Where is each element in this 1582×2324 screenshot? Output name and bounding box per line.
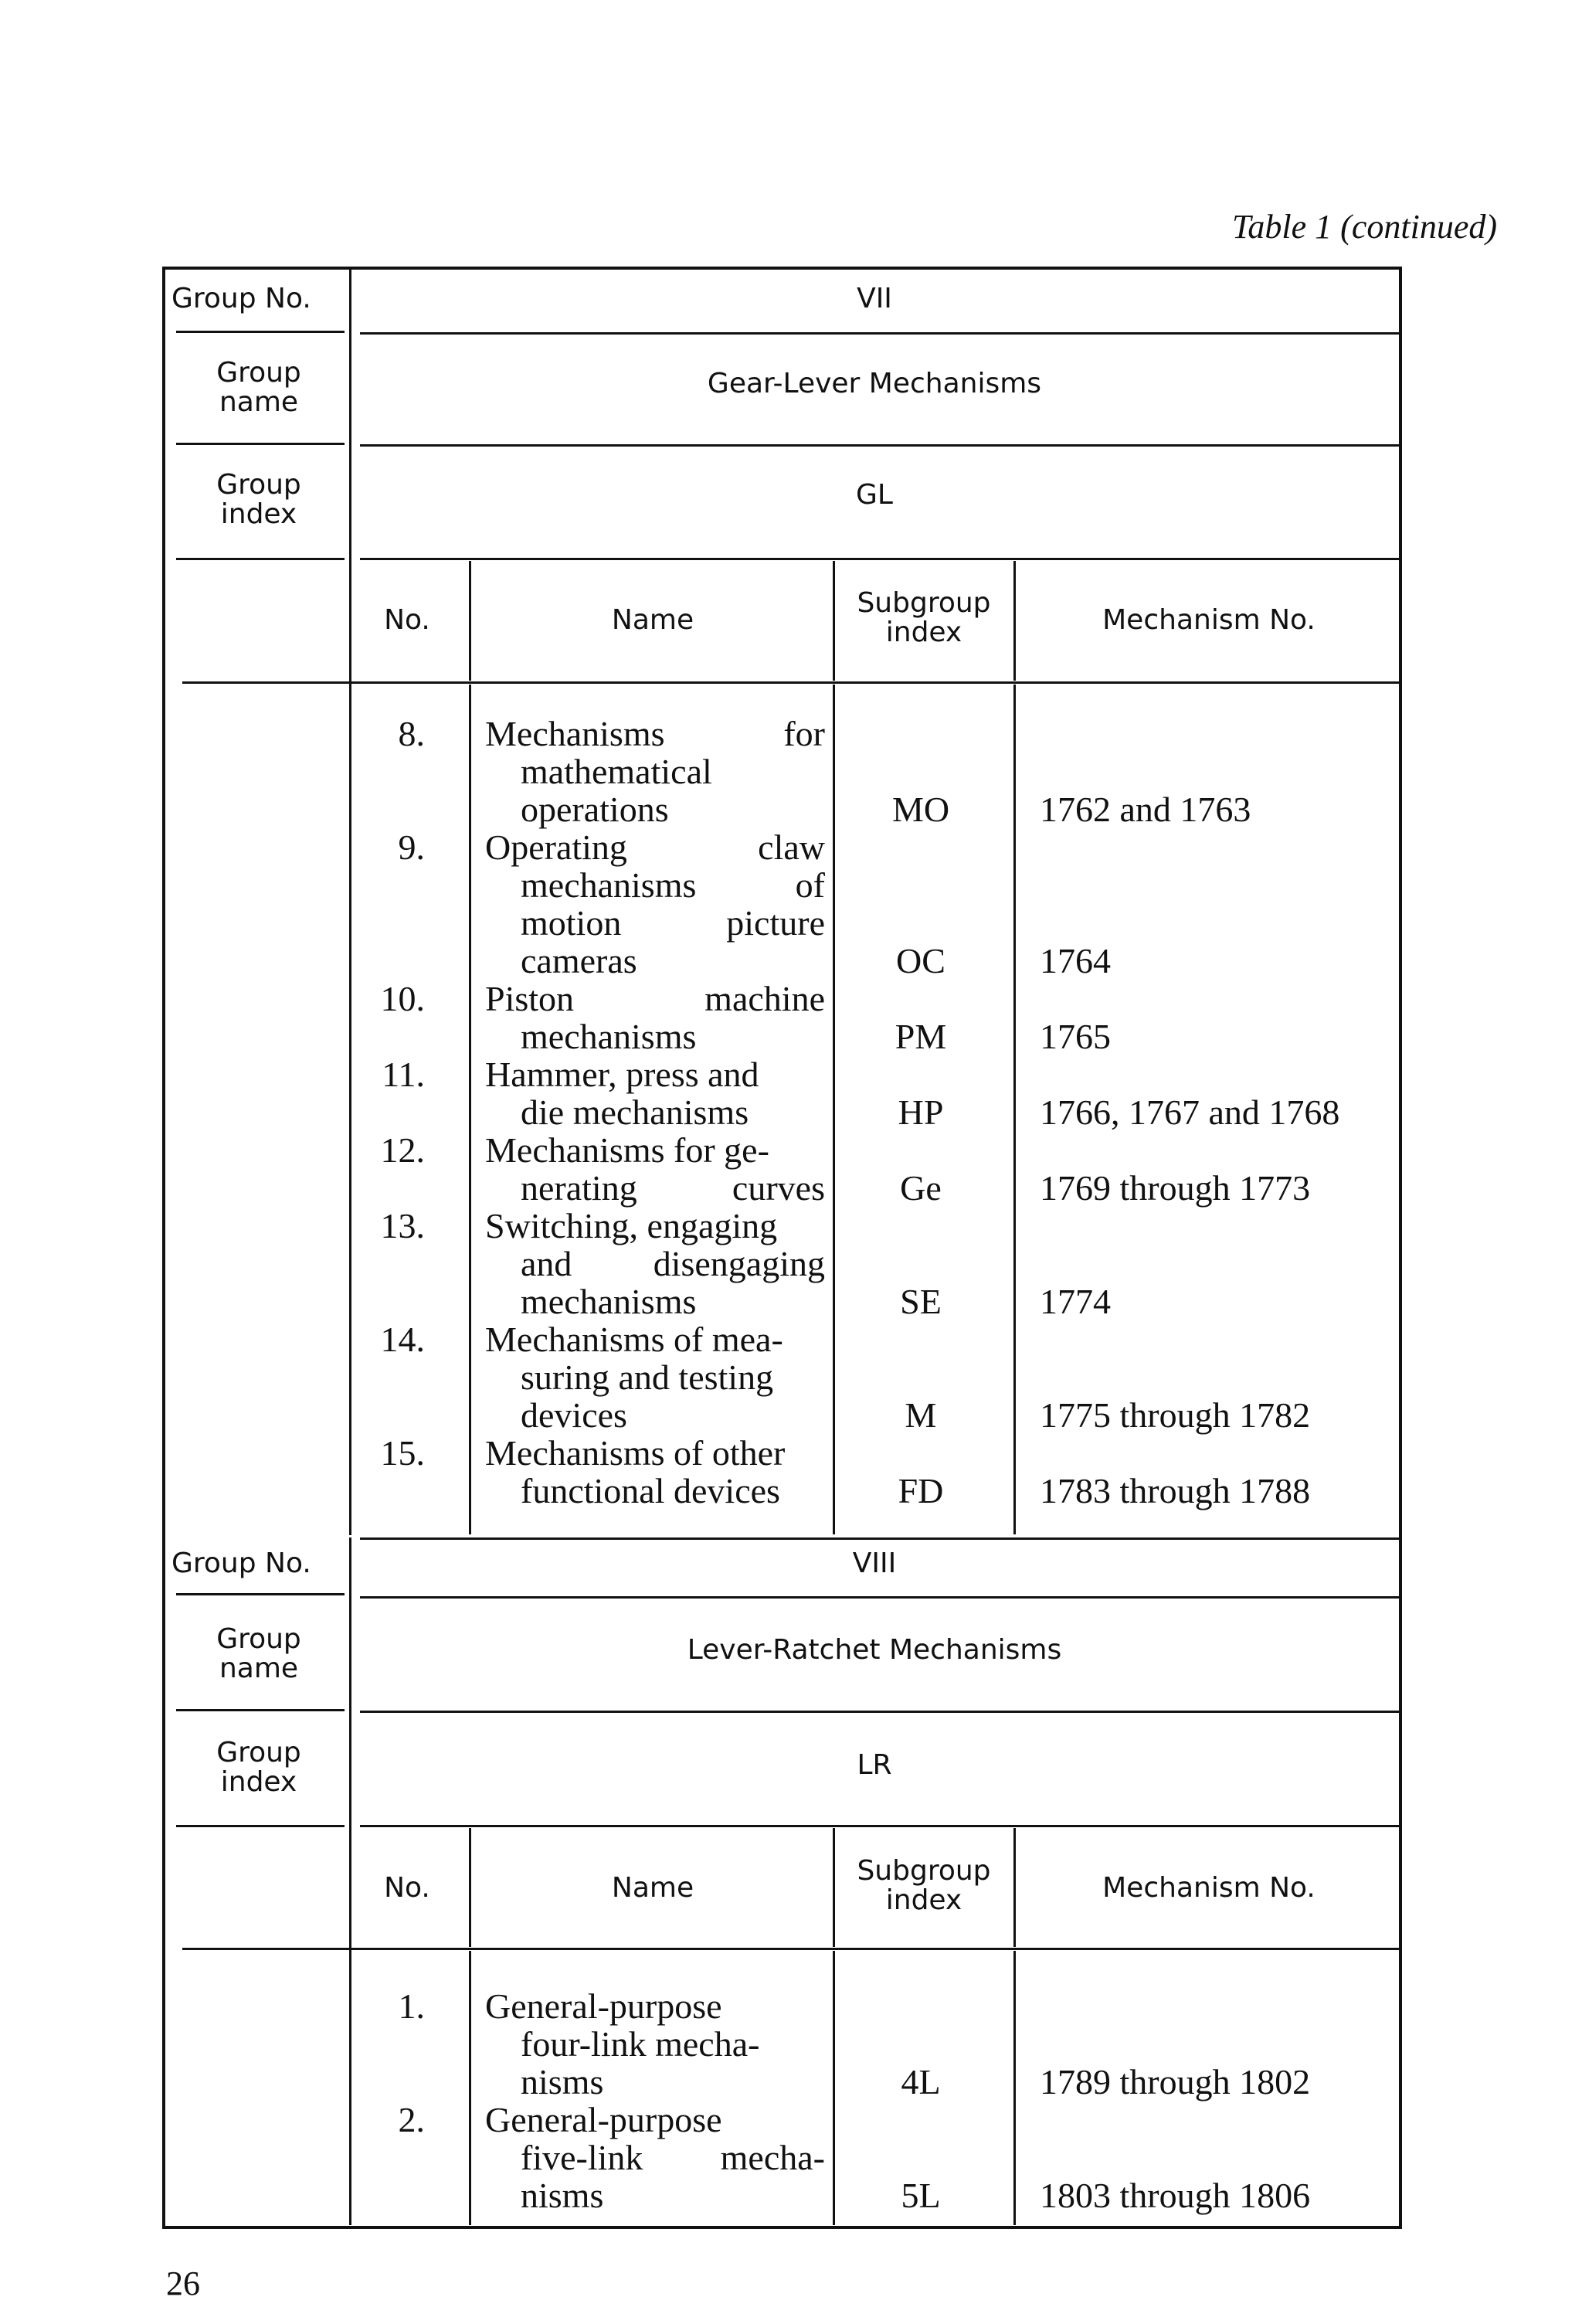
rule — [469, 1828, 471, 1947]
row-subgroup: 4L — [901, 2062, 941, 2101]
rule — [182, 1948, 1400, 1950]
row-no: 1. — [398, 1986, 425, 2026]
row-name: Mechanisms of mea- suring and testing devices — [485, 1320, 783, 1435]
rule — [360, 1825, 1399, 1827]
row-mechanism: 1765 — [1040, 1017, 1111, 1056]
col-header-mechanism: Mechanism No. — [1102, 1872, 1316, 1904]
col-header-subgroup: Subgroup index — [857, 587, 991, 648]
page-number: 26 — [166, 2265, 200, 2302]
rule — [176, 443, 345, 445]
row-mechanism: 1764 — [1040, 941, 1111, 980]
rule — [833, 1951, 835, 2225]
row-subgroup: SE — [900, 1282, 942, 1321]
row-name: Mechanisms of other functional devices — [485, 1433, 786, 1510]
row-name: Piston machine mechanisms — [485, 979, 825, 1056]
row-subgroup: FD — [898, 1471, 944, 1510]
row-mechanism: 1803 through 1806 — [1040, 2176, 1311, 2215]
rule — [469, 1951, 471, 2225]
rule — [833, 561, 835, 681]
group-no-label: Group No. — [171, 283, 311, 314]
rule — [360, 1537, 1399, 1540]
row-name: Switching, engaging and disengaging mechanisms — [485, 1206, 825, 1321]
row-mechanism: 1766, 1767 and 1768 — [1040, 1092, 1340, 1132]
row-name: General-purpose five-link mecha- nisms — [485, 2100, 825, 2215]
rule — [1013, 561, 1016, 681]
row-subgroup: M — [905, 1395, 937, 1435]
group-index-value: GL — [856, 479, 893, 511]
rule — [833, 685, 835, 1534]
group-name-value: Lever-Ratchet Mechanisms — [687, 1634, 1062, 1666]
rule — [1013, 1828, 1016, 1947]
group-no-label: Group No. — [171, 1548, 311, 1579]
row-no: 13. — [380, 1206, 425, 1245]
row-subgroup: OC — [896, 941, 945, 980]
group-index-value: LR — [857, 1749, 892, 1781]
col-header-no: No. — [384, 1872, 430, 1904]
group-name-label: Group name — [216, 357, 301, 418]
col-header-mechanism: Mechanism No. — [1102, 604, 1316, 636]
row-no: 9. — [398, 827, 425, 867]
rule — [360, 558, 1399, 560]
row-no: 2. — [398, 2100, 425, 2139]
table-caption: Table 1 (continued) — [1232, 208, 1497, 246]
row-subgroup: Ge — [900, 1168, 942, 1208]
row-name: Mechanisms for mathematical operations — [485, 714, 825, 829]
row-name: General-purpose four-link mecha- nisms — [485, 1986, 760, 2101]
rule — [360, 332, 1399, 335]
rule — [360, 444, 1399, 447]
row-name: Hammer, press and die mechanisms — [485, 1055, 759, 1132]
group-number-value: VIII — [852, 1548, 897, 1579]
rule — [360, 1711, 1399, 1713]
rule — [469, 561, 471, 681]
col-header-name: Name — [611, 1872, 694, 1904]
rule — [349, 268, 351, 1535]
row-name: Mechanisms for ge- nerating curves — [485, 1130, 825, 1208]
row-no: 11. — [382, 1055, 425, 1094]
row-no: 15. — [380, 1433, 425, 1473]
rule — [176, 1593, 345, 1595]
row-mechanism: 1789 through 1802 — [1040, 2062, 1311, 2101]
row-subgroup: MO — [891, 790, 950, 829]
row-mechanism: 1775 through 1782 — [1040, 1395, 1311, 1435]
group-number-value: VII — [857, 283, 892, 314]
row-mechanism: 1769 through 1773 — [1040, 1168, 1311, 1208]
rule — [349, 1537, 351, 2225]
row-mechanism: 1774 — [1040, 1282, 1111, 1321]
rule — [176, 1825, 345, 1827]
rule — [1013, 685, 1016, 1534]
rule — [176, 331, 345, 333]
rule — [182, 681, 1400, 684]
col-header-no: No. — [384, 604, 430, 636]
rule — [176, 558, 345, 560]
row-subgroup: PM — [895, 1017, 947, 1056]
row-name: Operating claw mechanisms of motion picture cameras — [485, 827, 825, 980]
col-header-subgroup: Subgroup index — [857, 1855, 991, 1916]
row-subgroup: 5L — [901, 2176, 941, 2215]
group-index-label: Group index — [216, 1737, 301, 1798]
rule — [360, 1596, 1399, 1599]
group-name-value: Gear-Lever Mechanisms — [707, 368, 1042, 399]
group-index-label: Group index — [216, 469, 301, 530]
rule — [833, 1828, 835, 1947]
row-no: 12. — [380, 1130, 425, 1170]
row-no: 14. — [380, 1320, 425, 1359]
group-name-label: Group name — [216, 1623, 301, 1684]
rule — [469, 685, 471, 1534]
rule — [176, 1709, 345, 1711]
row-mechanism: 1783 through 1788 — [1040, 1471, 1311, 1510]
row-no: 8. — [398, 714, 425, 753]
row-subgroup: HP — [898, 1092, 944, 1132]
row-mechanism: 1762 and 1763 — [1040, 790, 1251, 829]
row-no: 10. — [380, 979, 425, 1018]
col-header-name: Name — [611, 604, 694, 636]
rule — [1013, 1951, 1016, 2225]
